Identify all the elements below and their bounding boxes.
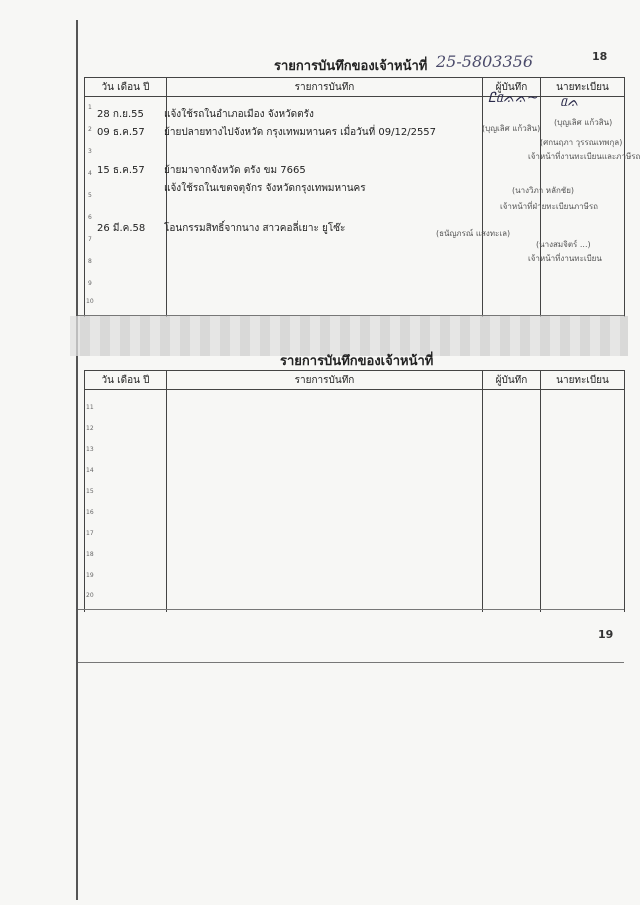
header-registrar: นายทะเบียน bbox=[541, 78, 625, 97]
row-number: 1 bbox=[88, 104, 92, 111]
section-title-bottom: รายการบันทึกของเจ้าหน้าที่ bbox=[280, 354, 434, 369]
entry-date: 15 ธ.ค.57 bbox=[97, 165, 145, 176]
stamp-registrar-1: (บุญเลิศ แก้วสิน) bbox=[554, 118, 613, 127]
row-number: 7 bbox=[88, 236, 92, 243]
stamp-recorder-3: (ธนัญภรณ์ แสงทะเล) bbox=[436, 229, 511, 238]
stamp-recorder-1: (บุญเลิศ แก้วสิน) bbox=[482, 124, 541, 133]
header-recorder: ผู้บันทึก bbox=[483, 371, 541, 390]
row-number: 6 bbox=[88, 214, 92, 221]
entry-date: 28 ก.ย.55 bbox=[97, 109, 144, 120]
entry-text: ย้ายมาจากจังหวัด ตรัง ขม 7665 bbox=[164, 165, 306, 176]
row-number: 11 bbox=[86, 404, 94, 411]
row-number: 14 bbox=[86, 467, 94, 474]
header-entry: รายการบันทึก bbox=[167, 78, 483, 97]
stamp-registrar-1-name: (ศกนฤภา วุรรณเทพกุล) bbox=[540, 138, 623, 147]
stamp-recorder-2: (นางวิภา หลักชัย) bbox=[512, 186, 575, 195]
header-date: วัน เดือน ปี bbox=[85, 371, 167, 390]
row-number: 19 bbox=[86, 572, 94, 579]
records-table-bottom bbox=[84, 370, 625, 612]
entry-text: ย้ายปลายทางไปจังหวัด กรุงเทพมหานคร เมื่อวันที่ 09/12/2557 bbox=[164, 127, 437, 138]
header-registrar: นายทะเบียน bbox=[541, 371, 625, 390]
signature-recorder-1: Ꮭᥲᨊᨊ~ bbox=[488, 90, 539, 106]
row-number: 10 bbox=[86, 298, 94, 305]
page-number-top: 18 bbox=[592, 50, 608, 63]
row-number: 4 bbox=[88, 170, 92, 177]
header-entry: รายการบันทึก bbox=[167, 371, 483, 390]
row-number: 9 bbox=[88, 280, 92, 287]
row-number: 8 bbox=[88, 258, 92, 265]
table-bottom-rule bbox=[78, 609, 624, 610]
signature-registrar-1: ᥲᨊ bbox=[560, 94, 580, 110]
stamp-registrar-3-role: เจ้าหน้าที่งานทะเบียน bbox=[528, 254, 602, 263]
row-number: 17 bbox=[86, 530, 94, 537]
header-date: วัน เดือน ปี bbox=[85, 78, 167, 97]
entry-text: แจ้งใช้รถในเขตจตุจักร จังหวัดกรุงเทพมหานคร bbox=[164, 183, 366, 194]
entry-date: 09 ธ.ค.57 bbox=[97, 127, 145, 138]
row-number: 16 bbox=[86, 509, 94, 516]
row-number: 2 bbox=[88, 126, 92, 133]
row-number: 20 bbox=[86, 592, 94, 599]
row-number: 15 bbox=[86, 488, 94, 495]
entry-text: แจ้งใช้รถในอำเภอเมือง จังหวัดตรัง bbox=[164, 109, 314, 120]
handwritten-record-number: 25-5803356 bbox=[436, 52, 534, 71]
binding-line bbox=[76, 20, 78, 900]
page-bottom-rule bbox=[78, 662, 624, 663]
stamp-recorder-2-role: เจ้าหน้าที่ฝ่ายทะเบียนภาษีรถ bbox=[500, 202, 599, 211]
row-number: 3 bbox=[88, 148, 92, 155]
entry-text: โอนกรรมสิทธิ์จากนาง สาวคอลี่เยาะ ยูโซ๊ะ bbox=[164, 223, 346, 234]
row-number: 5 bbox=[88, 192, 92, 199]
entry-date: 26 มี.ค.58 bbox=[97, 223, 146, 234]
row-number: 12 bbox=[86, 425, 94, 432]
row-number: 13 bbox=[86, 446, 94, 453]
section-title-top: รายการบันทึกของเจ้าหน้าที่ bbox=[274, 59, 428, 74]
header-recorder: ผู้บันทึก bbox=[483, 78, 541, 97]
page-number-bottom: 19 bbox=[598, 628, 614, 641]
row-number: 18 bbox=[86, 551, 94, 558]
stamp-registrar-1-role: เจ้าหน้าที่งานทะเบียนและภาษีรถ bbox=[528, 152, 640, 161]
stamp-registrar-3: (นางสมจิตร์ ...) bbox=[536, 240, 591, 249]
